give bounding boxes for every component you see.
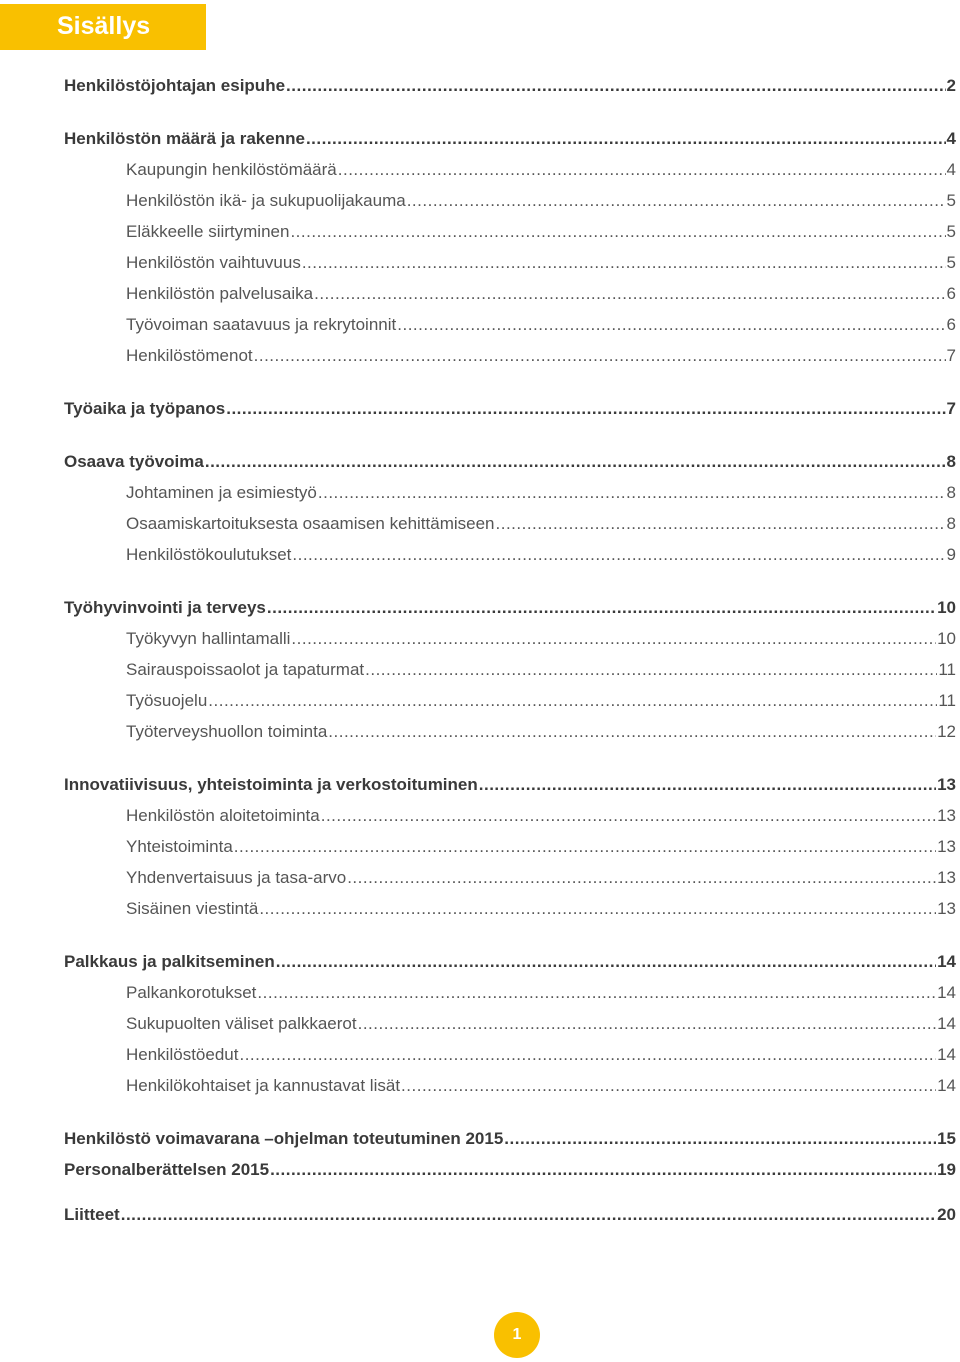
toc-leader xyxy=(292,545,945,565)
toc-entry-title: Yhteistoiminta xyxy=(126,837,233,856)
toc-leader xyxy=(318,483,946,503)
toc-entry-title: Työkyvyn hallintamalli xyxy=(126,629,291,648)
toc-page-number: 2 xyxy=(946,76,956,95)
toc-subentry[interactable] xyxy=(126,541,956,565)
toc-subentry[interactable] xyxy=(126,625,956,649)
toc-leader xyxy=(328,722,936,742)
toc-entry-title: Palkkaus ja palkitseminen xyxy=(64,952,275,971)
toc-leader xyxy=(259,899,936,919)
toc-page-number: 4 xyxy=(946,129,956,148)
toc-entry-title: Henkilöstöedut xyxy=(126,1045,239,1064)
toc-entry[interactable] xyxy=(64,771,956,795)
toc-page-number: 13 xyxy=(937,868,956,887)
toc-page-number: 19 xyxy=(937,1160,956,1179)
toc-leader xyxy=(270,1160,936,1180)
toc-entry-title: Henkilöstömenot xyxy=(126,346,253,365)
toc-entry-title: Johtaminen ja esimiestyö xyxy=(126,483,317,502)
toc-leader xyxy=(290,222,945,242)
toc-leader xyxy=(302,253,946,273)
toc-page-number: 15 xyxy=(937,1129,956,1148)
toc-subentry[interactable] xyxy=(126,895,956,919)
toc-subentry[interactable] xyxy=(126,342,956,366)
toc-leader xyxy=(347,868,936,888)
toc-entry-title: Työaika ja työpanos xyxy=(64,399,226,418)
toc-subentry[interactable] xyxy=(126,311,956,335)
toc-page-number: 13 xyxy=(937,775,956,794)
toc-entry-title: Henkilöstökoulutukset xyxy=(126,545,292,564)
toc-page-number: 6 xyxy=(946,315,956,334)
toc-page-number: 10 xyxy=(937,598,956,617)
toc-page-number: 13 xyxy=(937,837,956,856)
toc-entry[interactable] xyxy=(64,1201,956,1225)
toc-page-number: 14 xyxy=(937,952,956,971)
toc-page-number: 6 xyxy=(946,284,956,303)
toc-leader xyxy=(226,399,945,419)
toc-entry[interactable] xyxy=(64,72,956,96)
toc-entry-title: Työhyvinvointi ja terveys xyxy=(64,598,266,617)
toc-leader xyxy=(338,160,946,180)
toc-page-number: 4 xyxy=(946,160,956,179)
toc-entry-title: Henkilökohtaiset ja kannustavat lisät xyxy=(126,1076,401,1095)
toc-entry-title: Eläkkeelle siirtyminen xyxy=(126,222,290,241)
toc-page-number: 14 xyxy=(937,983,956,1002)
toc-entry-title: Henkilöstöjohtajan esipuhe xyxy=(64,76,286,95)
toc-subentry[interactable] xyxy=(126,1010,956,1034)
toc-subentry[interactable] xyxy=(126,218,956,242)
toc-page-number: 14 xyxy=(937,1045,956,1064)
toc-subentry[interactable] xyxy=(126,802,956,826)
toc-subentry[interactable] xyxy=(126,833,956,857)
toc-entry-title: Osaava työvoima xyxy=(64,452,204,471)
toc-leader xyxy=(286,76,945,96)
toc-leader xyxy=(358,1014,936,1034)
toc-entry[interactable] xyxy=(64,1156,956,1180)
toc-leader xyxy=(306,129,946,149)
toc-subentry[interactable] xyxy=(126,656,956,680)
toc-subentry[interactable] xyxy=(126,280,956,304)
toc-entry-title: Palkankorotukset xyxy=(126,983,257,1002)
toc-entry-title: Yhdenvertaisuus ja tasa-arvo xyxy=(126,868,347,887)
toc-leader xyxy=(479,775,936,795)
toc-entry[interactable] xyxy=(64,948,956,972)
toc-subentry[interactable] xyxy=(126,510,956,534)
toc-entry-title: Työterveyshuollon toiminta xyxy=(126,722,328,741)
toc-entry-title: Sairauspoissaolot ja tapaturmat xyxy=(126,660,365,679)
toc-subentry[interactable] xyxy=(126,687,956,711)
toc-entry-title: Työsuojelu xyxy=(126,691,208,710)
toc-page-number: 7 xyxy=(946,399,956,418)
toc-page-number: 14 xyxy=(937,1014,956,1033)
toc-leader xyxy=(267,598,936,618)
toc-page-number: 7 xyxy=(946,346,956,365)
toc-page-number: 11 xyxy=(938,660,956,679)
toc-page-number: 20 xyxy=(937,1205,956,1224)
toc-entry-title: Henkilöstön ikä- ja sukupuolijakauma xyxy=(126,191,406,210)
toc-page-number: 14 xyxy=(937,1076,956,1095)
toc-subentry[interactable] xyxy=(126,479,956,503)
toc-leader xyxy=(314,284,945,304)
toc-leader xyxy=(321,806,936,826)
toc-leader xyxy=(254,346,946,366)
toc-entry-title: Henkilöstön aloitetoiminta xyxy=(126,806,320,825)
toc-leader xyxy=(496,514,946,534)
toc-page-number: 12 xyxy=(937,722,956,741)
page-title: Sisällys xyxy=(57,12,151,40)
toc-page-number: 5 xyxy=(946,191,956,210)
page-number-badge xyxy=(494,1312,540,1358)
toc-leader xyxy=(234,837,936,857)
toc-leader xyxy=(205,452,946,472)
toc-leader xyxy=(397,315,945,335)
toc-leader xyxy=(276,952,936,972)
toc-entry-title: Työvoiman saatavuus ja rekrytoinnit xyxy=(126,315,397,334)
toc-entry-title: Liitteet xyxy=(64,1205,120,1224)
toc-page-number: 5 xyxy=(946,253,956,272)
toc-leader xyxy=(239,1045,936,1065)
toc-page-number: 5 xyxy=(946,222,956,241)
toc-entry-title: Osaamiskartoituksesta osaamisen kehittämiseen xyxy=(126,514,495,533)
toc-subentry[interactable] xyxy=(126,1072,956,1096)
toc-subentry[interactable] xyxy=(126,718,956,742)
toc-entry-title: Sisäinen viestintä xyxy=(126,899,259,918)
toc-entry-title: Sukupuolten väliset palkkaerot xyxy=(126,1014,357,1033)
toc-entry-title: Innovatiivisuus, yhteistoiminta ja verkostoituminen xyxy=(64,775,478,794)
page-number: 1 xyxy=(512,1326,522,1343)
toc-leader xyxy=(121,1205,936,1225)
toc-entry[interactable] xyxy=(64,448,956,472)
toc-page-number: 13 xyxy=(937,899,956,918)
toc-entry[interactable] xyxy=(64,395,956,419)
toc-leader xyxy=(291,629,936,649)
toc-subentry[interactable] xyxy=(126,156,956,180)
toc-page-number: 11 xyxy=(938,691,956,710)
toc-entry[interactable] xyxy=(64,125,956,149)
toc-page-number: 10 xyxy=(937,629,956,648)
toc-leader xyxy=(208,691,937,711)
toc-subentry[interactable] xyxy=(126,249,956,273)
toc-entry-title: Henkilöstön määrä ja rakenne xyxy=(64,129,305,148)
toc-leader xyxy=(365,660,937,680)
toc-page-number: 8 xyxy=(946,483,956,502)
toc-entry-title: Henkilöstön vaihtuvuus xyxy=(126,253,301,272)
toc-entry-title: Henkilöstö voimavarana –ohjelman toteutuminen 2015 xyxy=(64,1129,504,1148)
toc-subentry[interactable] xyxy=(126,1041,956,1065)
toc-entry[interactable] xyxy=(64,1125,956,1149)
toc-subentry[interactable] xyxy=(126,864,956,888)
toc-page-number: 8 xyxy=(946,514,956,533)
toc-page-number: 9 xyxy=(946,545,956,564)
toc-entry[interactable] xyxy=(64,594,956,618)
toc-leader xyxy=(257,983,936,1003)
toc-page-number: 13 xyxy=(937,806,956,825)
toc-entry-title: Kaupungin henkilöstömäärä xyxy=(126,160,337,179)
toc-leader xyxy=(407,191,946,211)
toc-subentry[interactable] xyxy=(126,979,956,1003)
toc-subentry[interactable] xyxy=(126,187,956,211)
toc-leader xyxy=(504,1129,936,1149)
toc-entry-title: Personalberättelsen 2015 xyxy=(64,1160,270,1179)
toc-page-number: 8 xyxy=(946,452,956,471)
toc-leader xyxy=(401,1076,936,1096)
toc-entry-title: Henkilöstön palvelusaika xyxy=(126,284,314,303)
